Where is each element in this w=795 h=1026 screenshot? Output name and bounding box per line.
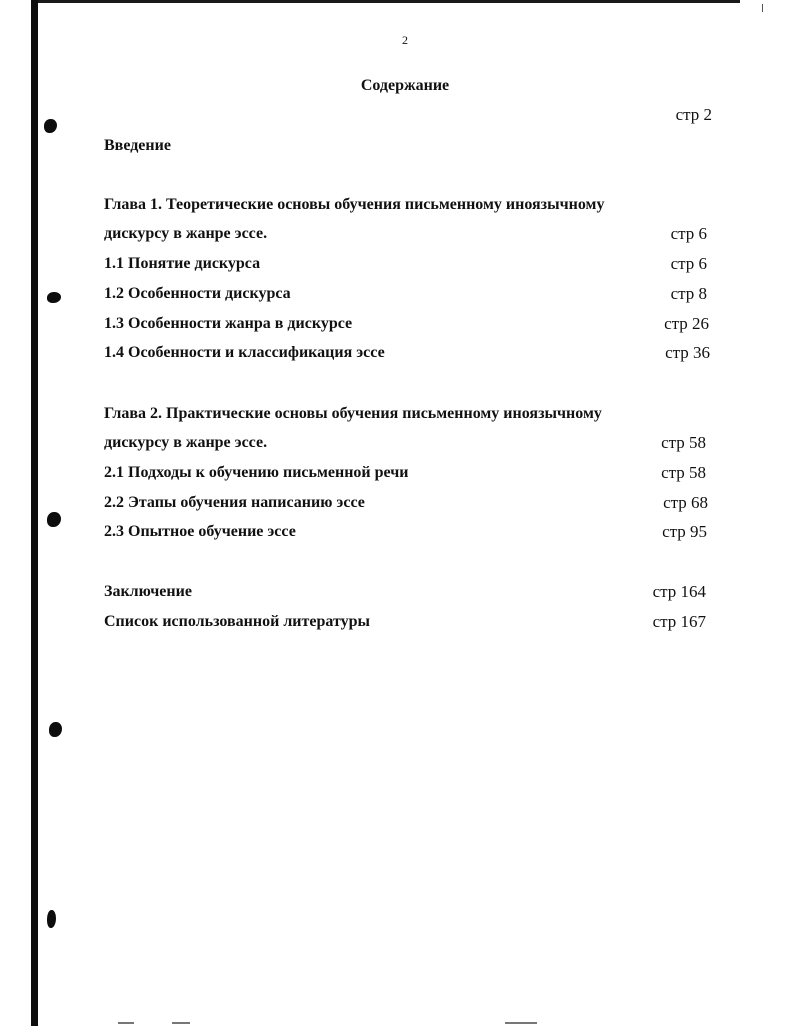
toc-page-number: стр 68 [663, 493, 708, 512]
scan-left-border [31, 0, 38, 1026]
toc-page-number: стр 26 [664, 314, 709, 333]
toc-page-number: стр 8 [670, 284, 707, 303]
toc-page-number: стр 6 [670, 254, 707, 273]
toc-page-number: стр 167 [652, 612, 706, 631]
toc-chapter-2-heading-cont [104, 432, 706, 454]
toc-entry-references [104, 611, 706, 633]
toc-label: Заключение [104, 583, 192, 600]
toc-entry-intro-page [104, 104, 712, 126]
scan-bottom-artifact-3 [505, 1022, 537, 1024]
scan-bottom-artifact-2 [172, 1022, 190, 1024]
toc-chapter-2-heading [104, 403, 704, 425]
toc-label: дискурсу в жанре эссе. [104, 434, 268, 451]
toc-label: 1.1 Понятие дискурса [104, 255, 261, 272]
toc-page-number: стр 58 [661, 463, 706, 482]
toc-page-number: стр 36 [665, 343, 710, 362]
toc-label: 1.3 Особенности жанра в дискурсе [104, 315, 353, 332]
toc-page-number: стр 95 [662, 522, 707, 541]
binding-hole-1 [44, 119, 57, 133]
binding-hole-5 [47, 910, 56, 928]
binding-hole-4 [49, 722, 62, 737]
toc-chapter-1-heading [104, 194, 704, 216]
toc-label: 2.1 Подходы к обучению письменной речи [104, 464, 409, 481]
toc-page-number: стр 2 [675, 105, 712, 124]
toc-section-1-1 [104, 253, 707, 275]
toc-section-1-2 [104, 283, 707, 305]
toc-label: Глава 1. Теоретические основы обучения письменному иноязычному [104, 196, 605, 213]
binding-hole-3 [47, 512, 61, 527]
scan-bottom-artifact-1 [118, 1022, 134, 1024]
toc-entry-conclusion [104, 581, 706, 603]
toc-section-2-2 [104, 492, 708, 514]
toc-page-number: стр 58 [661, 433, 706, 452]
page-number: 2 [402, 33, 408, 47]
toc-section-2-1 [104, 462, 706, 484]
toc-label: 2.2 Этапы обучения написанию эссе [104, 494, 365, 511]
toc-section-1-3 [104, 313, 709, 335]
toc-label: Глава 2. Практические основы обучения письменному иноязычному [104, 405, 602, 422]
binding-hole-2 [47, 292, 61, 303]
page-title: Содержание [360, 77, 450, 94]
toc-section-1-4 [104, 342, 710, 364]
toc-page-number: стр 6 [670, 224, 707, 243]
scan-top-border [36, 0, 740, 3]
toc-section-2-3 [104, 521, 707, 543]
toc-page-number: стр 164 [652, 582, 706, 601]
toc-label: 2.3 Опытное обучение эссе [104, 523, 296, 540]
toc-chapter-1-heading-cont [104, 223, 707, 245]
toc-label: 1.4 Особенности и классификация эссе [104, 344, 385, 361]
toc-entry-intro [104, 135, 704, 157]
toc-label: Введение [104, 137, 171, 154]
toc-label: дискурсу в жанре эссе. [104, 225, 268, 242]
toc-label: Список использованной литературы [104, 613, 370, 630]
toc-label: 1.2 Особенности дискурса [104, 285, 291, 302]
scan-edge-mark [762, 4, 763, 12]
